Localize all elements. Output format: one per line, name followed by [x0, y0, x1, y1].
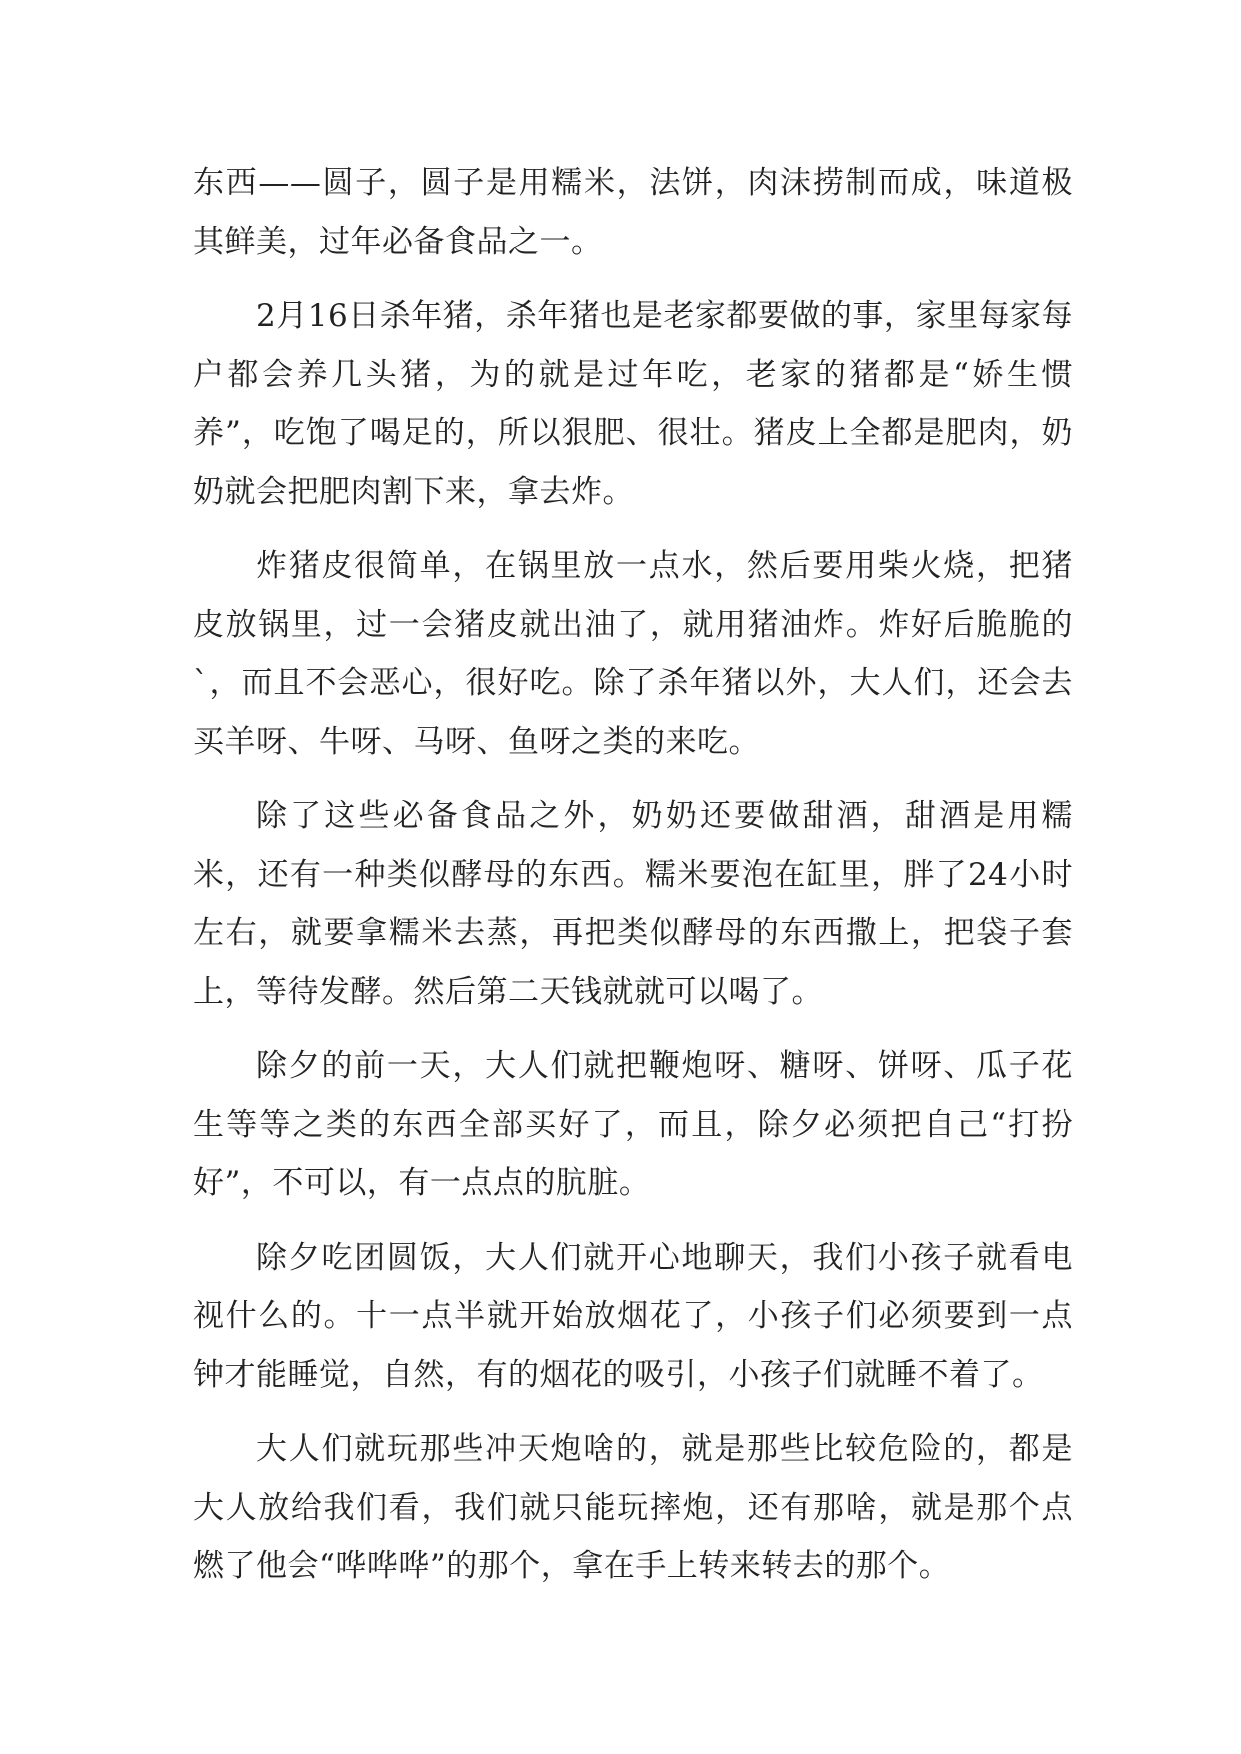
paragraph-2: 2月16日杀年猪，杀年猪也是老家都要做的事，家里每家每户都会养几头猪，为的就是过年吃，老家的猪都是“娇生惯养”，吃饱了喝足的，所以狠肥、很壮。猪皮上全都是肥肉，奶奶就会把肥肉割下来，拿去炸。	[193, 298, 1073, 510]
paragraph-7: 大人们就玩那些冲天炮啥的，就是那些比较危险的，都是大人放给我们看，我们就只能玩摔炮，还有那啥，就是那个点燃了他会“哗哗哗”的那个，拿在手上转来转去的那个。	[193, 1431, 1073, 1584]
paragraph-4: 除了这些必备食品之外，奶奶还要做甜酒，甜酒是用糯米，还有一种类似酵母的东西。糯米要泡在缸里，胖了24小时左右，就要拿糯米去蒸，再把类似酵母的东西撒上，把袋子套上，等待发酵。然后第二天钱就就可以喝了。	[193, 798, 1073, 1010]
paragraph-3: 炸猪皮很简单，在锅里放一点水，然后要用柴火烧，把猪皮放锅里，过一会猪皮就出油了，就用猪油炸。炸好后脆脆的`，而且不会恶心，很好吃。除了杀年猪以外，大人们，还会去买羊呀、牛呀、马呀、鱼呀之类的来吃。	[193, 548, 1073, 760]
document-body	[193, 154, 1073, 1612]
paragraph-1: 东西——圆子，圆子是用糯米，法饼，肉沫捞制而成，味道极其鲜美，过年必备食品之一。	[193, 165, 1073, 260]
paragraph-6: 除夕吃团圆饭，大人们就开心地聊天，我们小孩子就看电视什么的。十一点半就开始放烟花了，小孩子们必须要到一点钟才能睡觉，自然，有的烟花的吸引，小孩子们就睡不着了。	[193, 1239, 1073, 1393]
paragraph-5: 除夕的前一天，大人们就把鞭炮呀、糖呀、饼呀、瓜子花生等等之类的东西全部买好了，而且，除夕必须把自己“打扮好”，不可以，有一点点的肮脏。	[193, 1048, 1073, 1201]
